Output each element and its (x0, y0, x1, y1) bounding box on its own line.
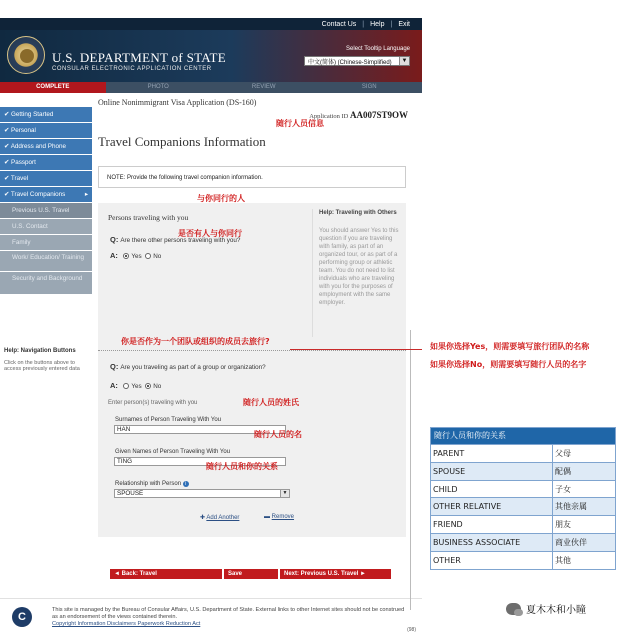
q1-no-radio[interactable] (145, 253, 151, 259)
site-subtitle: CONSULAR ELECTRONIC APPLICATION CENTER (52, 66, 212, 72)
progress-bar (0, 82, 422, 93)
chevron-down-icon: ▼ (399, 57, 409, 65)
chevron-down-icon: ▼ (280, 490, 289, 497)
page-title: Travel Companions Information (98, 134, 266, 149)
help-title: Help: Traveling with Others (319, 210, 397, 216)
sidebar-item-travel[interactable]: ✔ Travel (0, 171, 92, 186)
state-seal-icon (7, 36, 45, 74)
progress-step-sign: SIGN (361, 84, 377, 90)
footer-text: This site is managed by the Bureau of Consular Affairs, U.S. Department of State. External links to other Internet sites should not be construed as an endorsement of the views contained therein. Copyright Information Disclaimers Paperwork Reduction Act (52, 607, 405, 627)
surnames-input[interactable]: HAN (114, 425, 286, 434)
contact-us-link[interactable]: Contact Us (321, 20, 357, 28)
sidebar-item-getting-started[interactable]: ✔ Getting Started (0, 107, 92, 122)
enter-persons-label: Enter person(s) traveling with you (108, 400, 198, 406)
page-code: (98) (407, 627, 416, 633)
sidebar-item-address[interactable]: ✔ Address and Phone (0, 139, 92, 154)
language-label: Select Tooltip Language (346, 46, 410, 52)
remove-link[interactable]: ▬ Remove (264, 514, 295, 520)
sidebar-item-family[interactable]: Family (0, 235, 92, 250)
annotation-q2-cn: 你是否作为一个团队或组织的成员去旅行? (121, 337, 270, 346)
given-names-input[interactable]: TING (114, 457, 286, 466)
help-nav-title: Help: Navigation Buttons (4, 348, 76, 354)
table-row: OTHER RELATIVE 其他亲属 (431, 497, 615, 515)
table-header: 随行人员和你的关系 (431, 428, 615, 444)
companion-panel (98, 203, 406, 537)
language-value: 中文(简体) (Chinese-Simplified) (308, 59, 392, 66)
sidebar-item-previous-travel[interactable]: Previous U.S. Travel (0, 203, 92, 218)
relationship-table (430, 427, 616, 570)
application-id (309, 110, 408, 120)
annotation-q1-cn: 是否有人与你同行 (178, 229, 242, 238)
q1-label: Q: Are there other persons traveling with you? (110, 235, 241, 244)
help-text: You should answer Yes to this question if you are traveling with family, as part of an organized tour, or as part of a performing group or athletic team. You do not need to list individuals who are traveling with you for the purposes of employment with the same employer. (319, 228, 399, 306)
app-id-value: AA007ST9OW (349, 110, 408, 120)
progress-step-review: REVIEW (251, 84, 276, 90)
sidebar-item-security[interactable]: Security and Background (0, 272, 92, 294)
sidebar-item-us-contact[interactable]: U.S. Contact (0, 219, 92, 234)
footer-links[interactable]: Copyright Information Disclaimers Paperwork Reduction Act (52, 621, 201, 627)
add-another-link[interactable]: ✚ Add Another (200, 515, 240, 521)
help-link[interactable]: Help (370, 20, 385, 28)
table-row: PARENT 父母 (431, 444, 615, 462)
info-icon: i (183, 481, 189, 487)
annotation-section-cn: 与你同行的人 (197, 194, 245, 203)
divider (98, 350, 406, 351)
q2-yes-radio[interactable] (123, 383, 129, 389)
relationship-label: Relationship with Person i (115, 481, 189, 487)
table-row: FRIEND 朋友 (431, 515, 615, 533)
top-bar (0, 18, 422, 30)
annotation-right-1: 如果你选择Yes，则需要填写旅行团队的名称 (430, 342, 590, 351)
annotation-right-2: 如果你选择No，则需要填写随行人员的名字 (430, 360, 587, 369)
table-row: OTHER 其他 (431, 551, 615, 569)
form-header: Online Nonimmigrant Visa Application (DS-160) (98, 98, 257, 107)
consular-seal-icon: C (12, 607, 32, 627)
table-row: SPOUSE 配偶 (431, 462, 615, 480)
exit-link[interactable]: Exit (398, 20, 410, 28)
table-row: CHILD 子女 (431, 480, 615, 498)
site-title: U.S. DEPARTMENT of STATE (52, 50, 227, 65)
surnames-label: Surnames of Person Traveling With You (115, 417, 222, 423)
watermark: 夏木木和小瞳 (506, 601, 586, 616)
given-names-label: Given Names of Person Traveling With You (115, 449, 231, 455)
wechat-icon (506, 603, 521, 615)
progress-step-complete: COMPLETE (0, 82, 106, 93)
help-navigation (4, 348, 90, 372)
table-row: BUSINESS ASSOCIATE 商业伙伴 (431, 533, 615, 551)
back-button[interactable]: ◄ Back: Travel (110, 569, 222, 579)
note-box: NOTE: Provide the following travel companion information. (98, 166, 406, 188)
sidebar-item-personal[interactable]: ✔ Personal (0, 123, 92, 138)
annotation-given-cn: 随行人员的名 (254, 430, 302, 439)
language-select[interactable] (304, 56, 410, 66)
annotation-connector (290, 349, 422, 350)
ds160-page (0, 18, 422, 640)
site-header (0, 30, 422, 82)
sidebar-item-work-education[interactable]: Work/ Education/ Training (0, 251, 92, 271)
annotation-surname-cn: 随行人员的姓氏 (243, 398, 299, 407)
progress-step-photo: PHOTO (147, 84, 169, 90)
annotation-relationship-cn: 随行人员和你的关系 (206, 462, 278, 471)
annotation-title-cn: 随行人员信息 (276, 119, 324, 128)
nav-buttons (110, 569, 391, 579)
site-footer (0, 598, 422, 640)
help-nav-text: Click on the buttons above to access previously entered data (4, 360, 80, 372)
sidebar-item-travel-companions[interactable]: ✔ Travel Companions ▸ (0, 187, 92, 202)
q2-options: A: Yes No (110, 381, 162, 390)
q2-label: Q: Are you traveling as part of a group or organization? (110, 362, 266, 371)
sidebar (0, 107, 92, 295)
q1-yes-radio[interactable] (123, 253, 129, 259)
section-title: Persons traveling with you (108, 213, 189, 222)
relationship-select[interactable]: SPOUSE ▼ (114, 489, 290, 498)
next-button[interactable]: Next: Previous U.S. Travel ► (280, 569, 391, 579)
q2-no-radio[interactable] (145, 383, 151, 389)
save-button[interactable]: Save (224, 569, 278, 579)
help-traveling-with-others (312, 209, 402, 337)
q1-options: A: Yes No (110, 251, 162, 260)
top-links: Contact Us | Help | Exit (321, 20, 410, 28)
app-id-label: Application ID (309, 113, 349, 120)
divider-line (410, 330, 411, 610)
sidebar-item-passport[interactable]: ✔ Passport (0, 155, 92, 170)
